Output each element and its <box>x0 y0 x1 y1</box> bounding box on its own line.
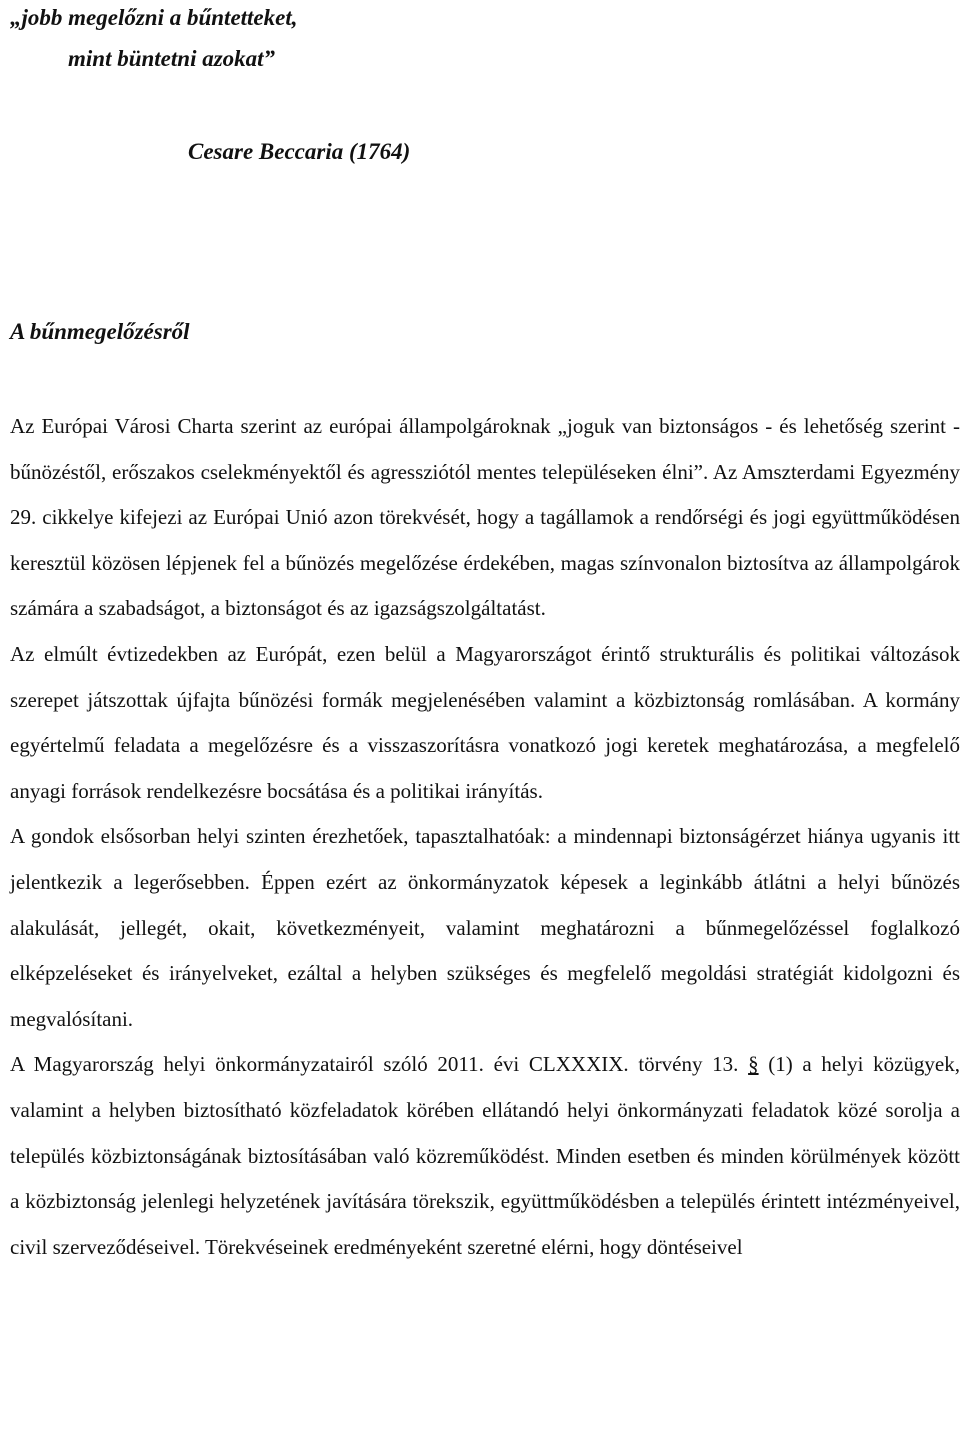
epigraph-author: Cesare Beccaria (1764) <box>188 139 411 164</box>
paragraph-4-end: (1) a helyi közügyek, valamint a helyben biztosítható közfeladatok körében ellátandó helyi önkormányzati feladatok közé sorolja a település közbiztonságának biztosításában való közreműködést. Minden esetben és minden körülmények között a közbiztonság jelenlegi helyzetének javítására törekszik, együttműködésben a település érintett intézményeivel, civil szerveződéseivel. Törekvéseinek eredményeként szeretné elérni, hogy döntéseivel <box>10 1052 960 1259</box>
paragraph-4-start: A Magyarország helyi önkormányzatairól szóló 2011. évi CLXXXIX. törvény 13. <box>10 1052 749 1077</box>
paragraph-4 <box>10 1042 960 1270</box>
epigraph-line-2: mint büntetni azokat” <box>68 46 276 71</box>
paragraph-2: Az elmúlt évtizedekben az Európát, ezen belül a Magyarországot érintő strukturális és politikai változások szerepet játszottak újfajta bűnözési formák megjelenésében valamint a közbiztonság romlásában. A kormány egyértelmű feladata a megelőzésre és a visszaszorításra vonatkozó jogi keretek meghatározása, a megfelelő anyagi források rendelkezésre bocsátása és a politikai irányítás. <box>10 641 960 803</box>
body-text <box>10 404 960 1270</box>
paragraph-3: A gondok elsősorban helyi szinten érezhetőek, tapasztalhatóak: a mindennapi biztonságérzet hiánya ugyanis itt jelentkezik a legerősebben. Éppen ezért az önkormányzatok képesek a leginkább átlátni a helyi bűnözés alakulását, jellegét, okait, következményeit, valamint meghatározni a bűnmegelőzéssel foglalkozó elképzeléseket és irányelveket, ezáltal a helyben szükséges és megfelelő megoldási stratégiát kidolgozni és megvalósítani. <box>10 824 960 1031</box>
section-heading: A bűnmegelőzésről <box>10 319 190 344</box>
section-sign-link[interactable]: § <box>748 1052 759 1077</box>
paragraph-1: Az Európai Városi Charta szerint az európai állampolgároknak „joguk van biztonságos - és lehetőség szerint - bűnözéstől, erőszakos cselekményektől és agressziótól mentes településeken élni”. Az Amszterdami Egyezmény 29. cikkelye kifejezi az Európai Unió azon törekvését, hogy a tagállamok a rendőrségi és jogi együttműködésen keresztül közösen lépjenek fel a bűnözés megelőzése érdekében, magas színvonalon biztosítva az állampolgárok számára a szabadságot, a biztonságot és az igazságszolgáltatást. <box>10 414 960 621</box>
epigraph-line-1: „jobb megelőzni a bűntetteket, <box>10 5 298 30</box>
